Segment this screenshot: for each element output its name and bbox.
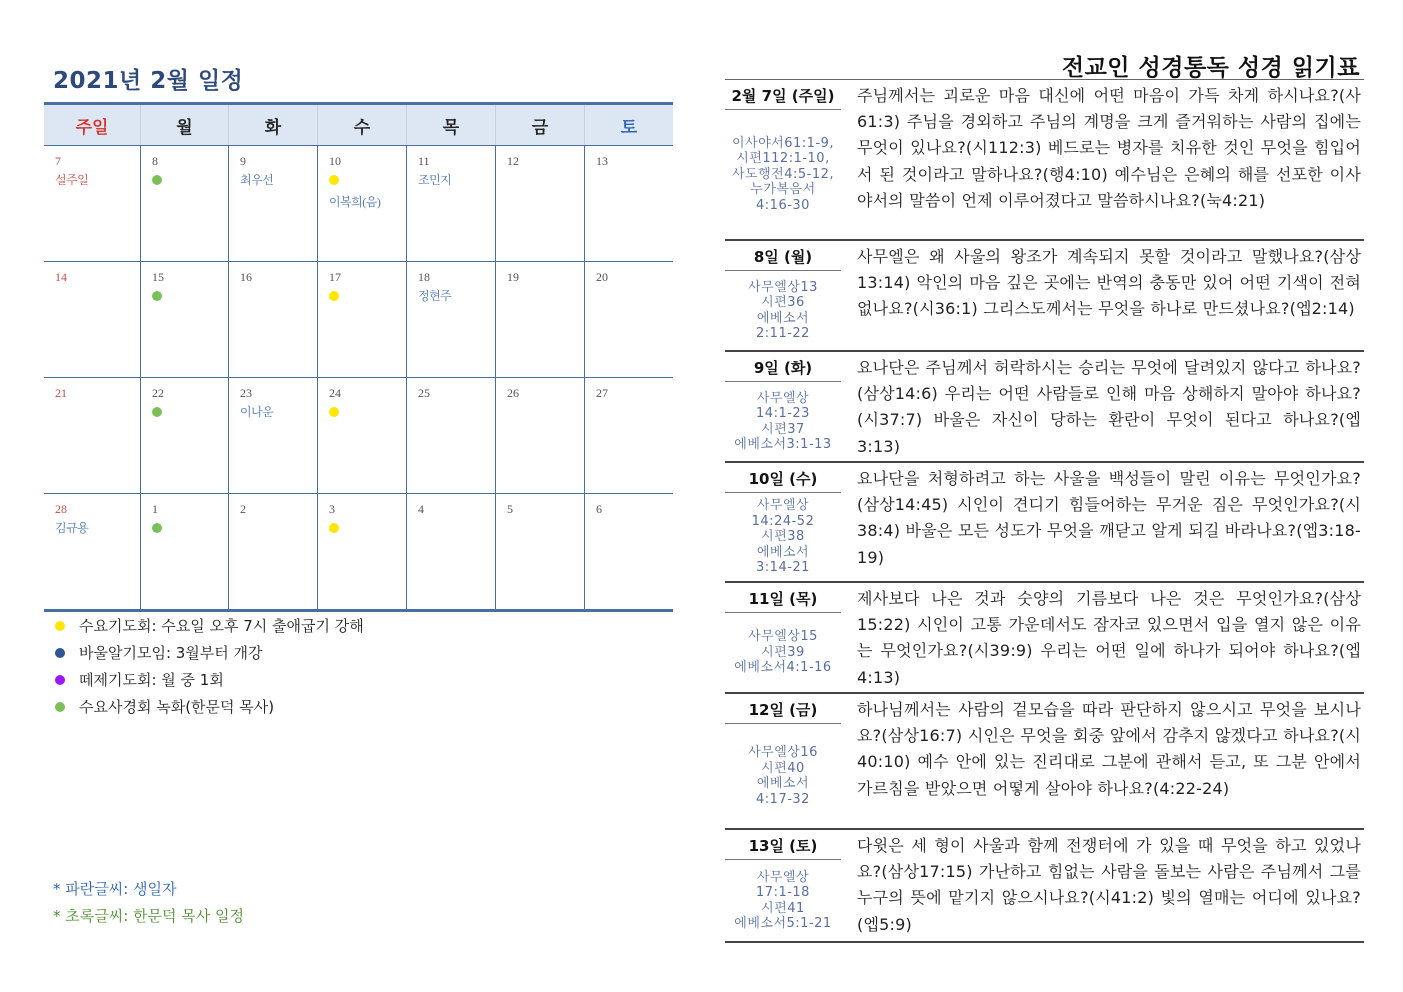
- reading-entry-left: [725, 353, 843, 461]
- reading-question-text: 다윗은 세 형이 사울과 함께 전쟁터에 가 있을 때 무엇을 하고 있었나요?(삼상17:15) 가난하고 힘없는 사람을 돌보는 사람은 주님께서 그를 누구의 뜻에 맡기지 않으시나요?(시41:2) 빛의 열매는 어디에 있나요?(엡5:9): [857, 836, 1361, 934]
- reading-reference: 시편40: [761, 760, 805, 776]
- reading-reference: 에베소서3:1-13: [734, 437, 832, 452]
- calendar-day-cell: [317, 494, 406, 609]
- day-number: 22: [152, 386, 164, 400]
- day-number: 27: [596, 386, 608, 400]
- reading-reference: 3:14-21: [756, 560, 810, 576]
- reading-reference: 17:1-18: [756, 885, 810, 900]
- reading-question-text: 제사보다 나은 것과 숫양의 기름보다 나은 것은 무엇인가요?(삼상15:22) 시인이 고통 가운데서도 잠자코 있으면서 입을 열지 않은 이유는 무엇인가요?(시39:9) 우리는 어떤 일에 하나가 되어야 하나요?(엡4:13): [857, 589, 1361, 687]
- reading-reference: 시편36: [761, 295, 805, 310]
- calendar-day-cell: [140, 146, 228, 261]
- reading-entry-left: [725, 831, 843, 941]
- reading-reference: 사무엘상16: [748, 745, 818, 760]
- yellow-dot-icon: [329, 175, 339, 185]
- legend-dot-icon: [55, 621, 65, 631]
- reading-reference: 사무엘상13: [748, 279, 818, 295]
- day-number: 15: [152, 270, 164, 284]
- reading-reference: 2:11-22: [756, 326, 810, 341]
- day-note: 조민지: [418, 173, 452, 187]
- legend-dot-icon: [55, 648, 65, 658]
- calendar-day-cell: [584, 494, 673, 609]
- calendar-day-cell: [140, 262, 228, 377]
- legend-item: [55, 666, 364, 693]
- weekday-sun: 주일: [75, 117, 109, 138]
- entry-separator: [725, 461, 1364, 463]
- day-number: 25: [418, 386, 430, 400]
- reading-entry: [725, 242, 1364, 350]
- day-number: 8: [152, 154, 158, 168]
- calendar-legend: [55, 612, 364, 720]
- reading-date: 12일 (금): [725, 695, 841, 724]
- calendar-day-cell: [495, 494, 584, 609]
- reading-reference: 사무엘상: [756, 498, 810, 514]
- weekday-wed: 수: [317, 105, 406, 145]
- day-number: 21: [55, 386, 67, 400]
- entry-separator: [725, 581, 1364, 583]
- calendar-day-cell: [406, 494, 495, 609]
- title-underline: [725, 79, 1364, 80]
- day-note: 이복희(음): [329, 195, 381, 209]
- legend-label: 떼제기도회: 월 중 1회: [79, 671, 224, 689]
- reading-reference: 14:1-23: [756, 406, 810, 421]
- reading-references: [725, 724, 841, 828]
- reading-references: [725, 613, 841, 692]
- day-number: 18: [418, 270, 430, 284]
- reading-references: [725, 860, 841, 941]
- calendar-day-cell: [317, 378, 406, 493]
- day-note: 김규용: [55, 521, 89, 535]
- weekday-thu: 목: [406, 105, 495, 145]
- weekday-fri: 금: [495, 105, 584, 145]
- reading-question-text: 요나단을 처형하려고 하는 사울을 백성들이 말린 이유는 무엇인가요?(삼상14:45) 시인이 견디기 힘들어하는 무거운 짐은 무엇인가요?(시38:4) 바울은 모든 성도가 무엇을 깨닫고 알게 되길 바라나요?(엡3:18-19): [857, 469, 1361, 567]
- calendar-day-cell: [495, 378, 584, 493]
- day-number: 4: [418, 502, 424, 516]
- yellow-dot-icon: [329, 407, 339, 417]
- reading-reference: 14:24-52: [751, 513, 815, 529]
- calendar-day-cell: [228, 146, 317, 261]
- calendar-day-cell: [140, 378, 228, 493]
- day-number: 26: [507, 386, 519, 400]
- weekday-mon: 월: [140, 105, 228, 145]
- calendar-grid: [44, 102, 673, 612]
- day-number: 24: [329, 386, 341, 400]
- entry-separator: [725, 828, 1364, 830]
- calendar-day-cell: [584, 378, 673, 493]
- calendar-title: 2021년 2월 일정: [53, 68, 244, 94]
- calendar-day-cell: [584, 146, 673, 261]
- reading-reference: 시편39: [761, 644, 805, 660]
- calendar-day-cell: [44, 262, 140, 377]
- day-number: 1: [152, 502, 158, 516]
- reading-entry: [725, 831, 1364, 941]
- day-number: 14: [55, 270, 67, 284]
- day-number: 6: [596, 502, 602, 516]
- legend-dot-icon: [55, 675, 65, 685]
- calendar-week: [44, 377, 673, 493]
- yellow-dot-icon: [329, 523, 339, 533]
- calendar-week: [44, 493, 673, 609]
- reading-reference: 시편38: [761, 529, 805, 545]
- day-number: 12: [507, 154, 519, 168]
- calendar-week: [44, 146, 673, 261]
- day-number: 13: [596, 154, 608, 168]
- day-note: 정현주: [418, 289, 452, 303]
- reading-entry-left: [725, 464, 843, 581]
- reading-reference: 에베소서: [756, 776, 810, 791]
- legend-item: [55, 639, 364, 666]
- day-number: 16: [240, 270, 252, 284]
- weekday-header: [44, 105, 673, 146]
- legend-item: [55, 693, 364, 720]
- day-number: 5: [507, 502, 513, 516]
- legend-label: 바울알기모임: 3월부터 개강: [79, 644, 263, 662]
- day-number: 19: [507, 270, 519, 284]
- calendar-day-cell: [317, 146, 406, 261]
- reading-reference: 에베소서5:1-21: [734, 916, 832, 931]
- reading-date: 9일 (화): [725, 353, 841, 382]
- yellow-dot-icon: [329, 291, 339, 301]
- green-dot-icon: [152, 175, 162, 185]
- calendar-day-cell: [44, 378, 140, 493]
- reading-reference: 이사야서61:1-9,: [731, 135, 835, 151]
- day-number: 7: [55, 154, 61, 168]
- calendar-day-cell: [584, 262, 673, 377]
- calendar-day-cell: [317, 262, 406, 377]
- reading-reference: 사무엘상: [756, 869, 810, 885]
- calendar-day-cell: [406, 262, 495, 377]
- calendar-day-cell: [495, 146, 584, 261]
- reading-date: 13일 (토): [725, 831, 841, 860]
- reading-reference: 에베소서: [756, 310, 810, 326]
- day-number: 11: [418, 154, 430, 168]
- reading-entry: [725, 81, 1364, 239]
- weekday-sat: 토: [584, 105, 673, 145]
- legend-label: 수요사경회 녹화(한문덕 목사): [79, 698, 275, 716]
- reading-entry: [725, 464, 1364, 581]
- green-dot-icon: [152, 407, 162, 417]
- reading-reference: 시편112:1-10,: [736, 151, 830, 167]
- reading-reference: 시편41: [761, 900, 805, 916]
- legend-dot-icon: [55, 702, 65, 712]
- calendar-day-cell: [228, 494, 317, 609]
- reading-reference: 누가복음서: [750, 182, 816, 198]
- reading-reference: 사도행전4:5-12,: [731, 166, 835, 182]
- calendar-day-cell: [228, 262, 317, 377]
- calendar-day-cell: [44, 494, 140, 609]
- calendar-body: [44, 146, 673, 609]
- reading-date: 11일 (목): [725, 584, 841, 613]
- footnote-birthday: * 파란글씨: 생일자: [53, 880, 177, 898]
- day-number: 9: [240, 154, 246, 168]
- reading-date: 8일 (월): [725, 242, 841, 271]
- reading-reference: 에베소서: [756, 544, 810, 560]
- calendar-day-cell: [406, 146, 495, 261]
- reading-references: [725, 382, 841, 461]
- reading-entry: [725, 584, 1364, 692]
- reading-reference: 에베소서4:1-16: [734, 660, 832, 676]
- reading-entry-left: [725, 584, 843, 692]
- reading-entry-left: [725, 242, 843, 350]
- calendar-day-cell: [495, 262, 584, 377]
- entry-separator: [725, 692, 1364, 694]
- reading-question-text: 하나님께서는 사람의 겉모습을 따라 판단하지 않으시고 무엇을 보시나요?(삼상16:7) 시인은 무엇을 회중 앞에서 감추지 않겠다고 하나요?(시40:10) 예수 안에 있는 진리대로 그분에 관해서 듣고, 또 그분 안에서 가르침을 받았으면 어떻게 살아야 하나요?(4:22-24): [857, 700, 1361, 798]
- entry-separator: [725, 350, 1364, 352]
- day-number: 2: [240, 502, 246, 516]
- green-dot-icon: [152, 291, 162, 301]
- reading-entry-left: [725, 81, 843, 239]
- day-note: 설주일: [55, 173, 89, 187]
- reading-references: [725, 271, 841, 350]
- entry-separator: [725, 941, 1364, 943]
- reading-question-text: 요나단은 주님께서 허락하시는 승리는 무엇에 달려있지 않다고 하나요?(삼상14:6) 우리는 어떤 사람들로 인해 마음 상해하지 말아야 하나요?(시37:7) 바울은 자신이 당하는 환란이 무엇이 된다고 하나요?(엡3:13): [857, 358, 1361, 456]
- day-number: 23: [240, 386, 252, 400]
- day-number: 10: [329, 154, 341, 168]
- reading-entry-left: [725, 695, 843, 828]
- calendar-day-cell: [228, 378, 317, 493]
- green-dot-icon: [152, 523, 162, 533]
- entry-separator: [725, 239, 1364, 241]
- reading-entry: [725, 695, 1364, 828]
- day-number: 3: [329, 502, 335, 516]
- day-number: 20: [596, 270, 608, 284]
- legend-label: 수요기도회: 수요일 오후 7시 출애굽기 강해: [79, 617, 364, 635]
- reading-date: 10일 (수): [725, 464, 841, 493]
- reading-reference: 시편37: [761, 421, 805, 437]
- footnote-pastor-schedule: * 초록글씨: 한문덕 목사 일정: [53, 907, 245, 925]
- legend-item: [55, 612, 364, 639]
- calendar-day-cell: [44, 146, 140, 261]
- reading-reference: 4:17-32: [756, 791, 810, 807]
- reading-references: [725, 110, 841, 239]
- reading-question-text: 주님께서는 괴로운 마음 대신에 어떤 마음이 가득 차게 하시나요?(사61:3) 주님을 경외하고 주님의 계명을 크게 즐거워하는 사람의 집에는 무엇이 있나요?(시112:3) 베드로는 병자를 치유한 것인 무엇을 힘입어서 된 것이라고 말하나요?(행4:10) 예수님은 은혜의 해를 선포한 이사야서의 말씀이 언제 이루어졌다고 말씀하시나요?(눅4:21): [857, 86, 1361, 210]
- weekday-tue: 화: [228, 105, 317, 145]
- reading-title: 전교인 성경통독 성경 읽기표: [1061, 55, 1360, 81]
- reading-reference: 사무엘상: [756, 390, 810, 406]
- reading-date: 2월 7일 (주일): [725, 81, 841, 110]
- reading-entry: [725, 353, 1364, 461]
- reading-reference: 사무엘상15: [748, 629, 818, 645]
- reading-question-text: 사무엘은 왜 사울의 왕조가 계속되지 못할 것이라고 말했나요?(삼상13:14) 악인의 마음 깊은 곳에는 반역의 충동만 있어 어떤 기색이 전혀 없나요?(시36:1) 그리스도께서는 무엇을 하나로 만드셨나요?(엡2:14): [857, 247, 1361, 319]
- day-number: 17: [329, 270, 341, 284]
- reading-references: [725, 493, 841, 581]
- calendar-day-cell: [406, 378, 495, 493]
- day-note: 이나운: [240, 405, 274, 419]
- reading-reference: 4:16-30: [756, 197, 810, 213]
- calendar-day-cell: [140, 494, 228, 609]
- calendar-week: [44, 261, 673, 377]
- day-note: 최우선: [240, 173, 274, 187]
- day-number: 28: [55, 502, 67, 516]
